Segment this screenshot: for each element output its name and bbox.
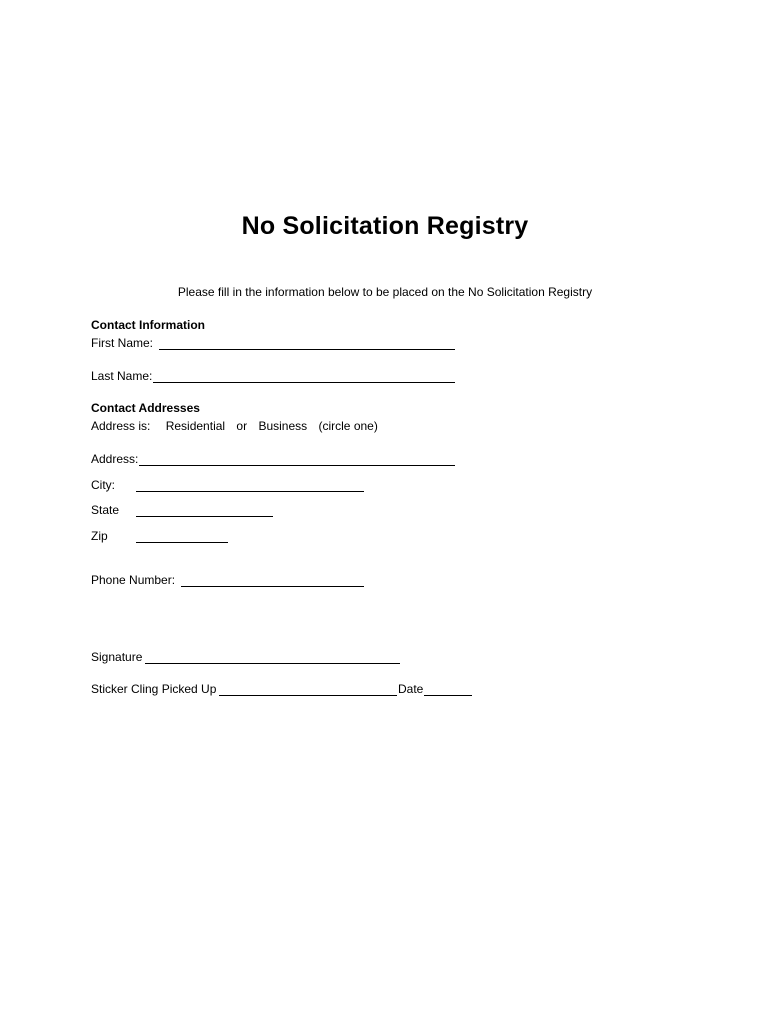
city-label: City: (91, 478, 115, 492)
address-is-label: Address is: (91, 419, 151, 433)
address-line[interactable] (139, 465, 455, 466)
city-field[interactable] (91, 478, 371, 494)
contact-addresses-heading: Contact Addresses (91, 401, 200, 415)
address-label: Address: (91, 452, 139, 466)
option-residential[interactable]: Residential (165, 419, 226, 433)
phone-number-field[interactable] (91, 573, 371, 589)
sticker-cling-line[interactable] (219, 695, 397, 696)
date-line[interactable] (424, 695, 472, 696)
address-type-choice (91, 419, 386, 433)
last-name-label: Last Name: (91, 369, 153, 383)
zip-field[interactable] (91, 529, 231, 545)
date-label: Date (398, 682, 424, 696)
state-field[interactable] (91, 503, 281, 519)
city-line[interactable] (136, 491, 364, 492)
option-note: (circle one) (318, 419, 378, 433)
address-field[interactable] (91, 452, 461, 468)
sticker-cling-label: Sticker Cling Picked Up (91, 682, 217, 696)
last-name-line[interactable] (153, 382, 455, 383)
intro-text: Please fill in the information below to be placed on the No Solicitation Registry (177, 285, 593, 299)
first-name-field[interactable] (91, 336, 461, 352)
option-business[interactable]: Business (258, 419, 308, 433)
first-name-line[interactable] (159, 349, 455, 350)
phone-number-label: Phone Number: (91, 573, 176, 587)
signature-field[interactable] (91, 650, 411, 666)
first-name-label: First Name: (91, 336, 154, 350)
state-label: State (91, 503, 120, 517)
sticker-cling-field[interactable] (91, 682, 481, 698)
zip-label: Zip (91, 529, 108, 543)
signature-label: Signature (91, 650, 143, 664)
option-or: or (236, 419, 248, 433)
page-title: No Solicitation Registry (241, 212, 529, 240)
zip-line[interactable] (136, 542, 228, 543)
contact-information-heading: Contact Information (91, 318, 205, 332)
phone-number-line[interactable] (181, 586, 364, 587)
signature-line[interactable] (145, 663, 400, 664)
last-name-field[interactable] (91, 369, 461, 385)
state-line[interactable] (136, 516, 273, 517)
